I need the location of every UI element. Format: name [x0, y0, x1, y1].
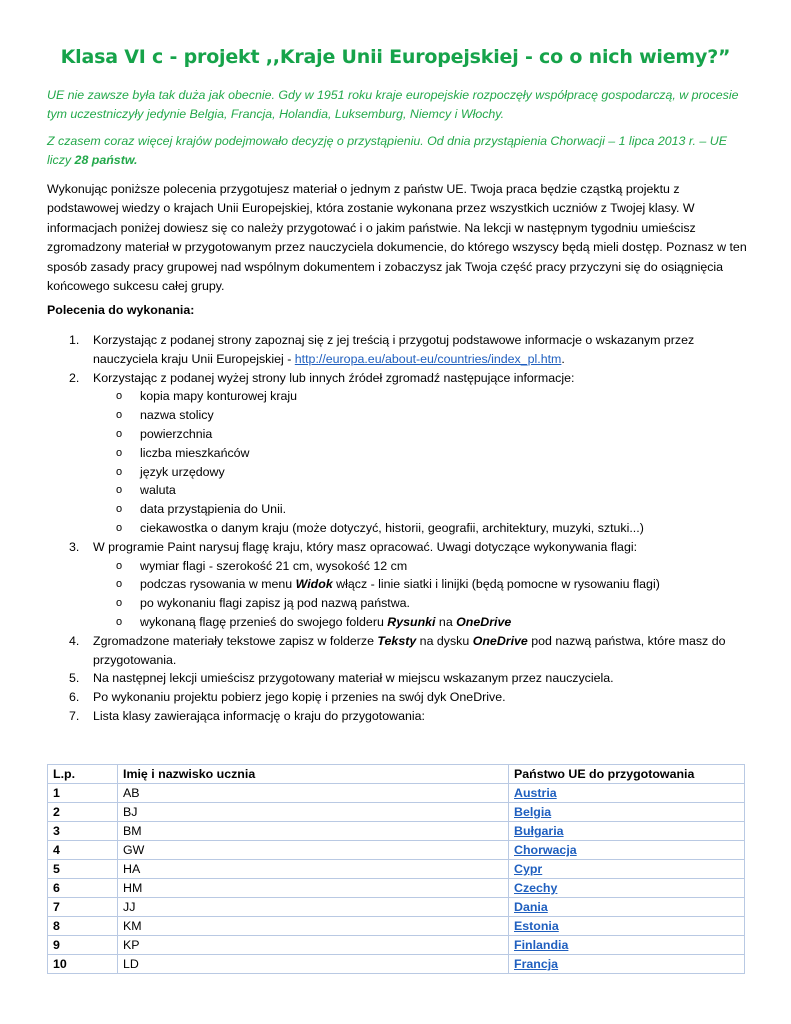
row-number: 2: [48, 803, 118, 822]
item-text: Po wykonaniu projektu pobierz jego kopię i przenies na swój dyk OneDrive.: [93, 690, 506, 705]
country-cell: [509, 822, 745, 841]
table-header-row: [48, 765, 745, 784]
row-number: 6: [48, 879, 118, 898]
student-initials: LD: [118, 955, 509, 974]
sub-item-text-post: włącz - linie siatki i linijki (będą pomocne w rysowaniu flagi): [332, 577, 660, 592]
country-cell: [509, 936, 745, 955]
country-cell: [509, 955, 745, 974]
sub-item: [47, 575, 747, 594]
student-initials: AB: [118, 784, 509, 803]
drive-name: OneDrive: [456, 614, 512, 629]
list-item-2: [47, 369, 747, 388]
country-cell: [509, 784, 745, 803]
sub-item-text: powierzchnia: [140, 426, 213, 441]
sub-item: [47, 557, 747, 576]
header-student: Imię i nazwisko ucznia: [118, 765, 509, 784]
list-item-1: [47, 331, 747, 369]
item-text-post: pod nazwą państwa, które masz do przygotowania.: [93, 633, 726, 667]
country-link[interactable]: Belgia: [514, 805, 552, 819]
sub-item-text: wykonaną flagę przenieś do swojego folderu: [140, 614, 388, 629]
bullet-icon: o: [116, 484, 123, 497]
table-row: [48, 917, 745, 936]
sub-item: [47, 594, 747, 613]
list-item-3: [47, 538, 747, 557]
table-row: [48, 841, 745, 860]
table-row: [48, 822, 745, 841]
intro-paragraph-1: UE nie zawsze była tak duża jak obecnie. Gdy w 1951 roku kraje europejskie rozpoczęły współpracę gospodarczą, w procesie tym uczestniczyły jedynie Belgia, Francja, Holandia, Luksemburg, Niemcy i Włochy.: [47, 88, 739, 121]
item-number: 4.: [69, 633, 80, 648]
country-cell: [509, 841, 745, 860]
sub-item-text: data przystąpienia do Unii.: [140, 502, 287, 517]
row-number: 9: [48, 936, 118, 955]
header-country: Państwo UE do przygotowania: [509, 765, 745, 784]
sub-item: [47, 425, 747, 444]
sub-item-text: kopia mapy konturowej kraju: [140, 389, 298, 404]
country-link[interactable]: Czechy: [514, 881, 558, 895]
sub-item: [47, 387, 747, 406]
item-tail: .: [561, 351, 565, 366]
table-row: [48, 803, 745, 822]
country-link[interactable]: Dania: [514, 900, 548, 914]
table-row: [48, 955, 745, 974]
country-link[interactable]: Estonia: [514, 919, 559, 933]
item-text: W programie Paint narysuj flagę kraju, który masz opracować. Uwagi dotyczące wykonywania flagi:: [93, 539, 638, 554]
country-cell: [509, 917, 745, 936]
table-body: [48, 784, 745, 974]
row-number: 8: [48, 917, 118, 936]
bullet-icon: o: [116, 578, 123, 591]
item-text: Na następnej lekcji umieścisz przygotowany materiał w miejscu wskazanym przez nauczyciela.: [93, 671, 614, 686]
bullet-icon: o: [116, 465, 123, 478]
sub-item: [47, 500, 747, 519]
sub-item: [47, 463, 747, 482]
list-item-5: [47, 669, 747, 688]
intro-paragraph-2-text: Z czasem coraz więcej krajów podejmowało decyzję o przystąpieniu. Od dnia przystąpienia Chorwacji – 1 lipca 2013 r. – UE liczy: [47, 134, 727, 167]
list-item-6: [47, 688, 747, 707]
item-number: 3.: [69, 539, 80, 554]
student-initials: GW: [118, 841, 509, 860]
item-text: Korzystając z podanej strony zapoznaj się z jej treścią i przygotuj podstawowe informacje o wskazanym przez nauczyciela kraju Unii Europejskiej -: [93, 333, 695, 366]
country-cell: [509, 898, 745, 917]
table-row: [48, 936, 745, 955]
item-text-mid: na dysku: [416, 633, 473, 648]
table-row: [48, 879, 745, 898]
row-number: 5: [48, 860, 118, 879]
row-number: 4: [48, 841, 118, 860]
europa-link[interactable]: http://europa.eu/about-eu/countries/index_pl.htm: [294, 351, 562, 366]
item-number: 5.: [69, 671, 80, 686]
sub-item-text: waluta: [140, 483, 176, 498]
item-number: 6.: [69, 690, 80, 705]
drive-name: OneDrive: [472, 633, 528, 648]
bullet-icon: o: [116, 597, 123, 610]
instructions-list: [47, 331, 747, 726]
item-number: 2.: [69, 370, 80, 385]
bullet-icon: o: [116, 521, 123, 534]
item-text: Zgromadzone materiały tekstowe zapisz w folderze: [93, 633, 378, 648]
student-initials: HM: [118, 879, 509, 898]
intro-paragraph-2: [47, 132, 747, 170]
item-number: 7.: [69, 708, 80, 723]
page-title: Klasa VI c - projekt ,,Kraje Unii Europejskiej - co o nich wiemy?”: [60, 46, 731, 68]
sub-item-text: wymiar flagi - szerokość 21 cm, wysokość 12 cm: [140, 558, 408, 573]
bullet-icon: o: [116, 409, 123, 422]
country-link[interactable]: Cypr: [514, 862, 543, 876]
class-list-table: [47, 764, 745, 974]
student-initials: BJ: [118, 803, 509, 822]
bullet-icon: o: [116, 503, 123, 516]
sub-item-text: po wykonaniu flagi zapisz ją pod nazwą państwa.: [140, 596, 411, 611]
folder-name: Teksty: [377, 633, 417, 648]
menu-name: Widok: [295, 577, 333, 592]
list-item-7: [47, 707, 747, 726]
row-number: 1: [48, 784, 118, 803]
country-link[interactable]: Francja: [514, 957, 559, 971]
folder-name: Rysunki: [387, 614, 436, 629]
country-cell: [509, 803, 745, 822]
country-cell: [509, 879, 745, 898]
country-link[interactable]: Chorwacja: [514, 843, 577, 857]
sub-item-text: język urzędowy: [140, 464, 225, 479]
sub-item-text: podczas rysowania w menu: [140, 577, 296, 592]
header-lp: L.p.: [48, 765, 118, 784]
sub-item: [47, 519, 747, 538]
table-row: [48, 898, 745, 917]
sub-item: [47, 444, 747, 463]
sub-item-text-mid: na: [435, 614, 457, 629]
student-initials: KM: [118, 917, 509, 936]
sub-item: [47, 613, 747, 632]
list-item-4: [47, 632, 747, 670]
sub-item: [47, 481, 747, 500]
row-number: 10: [48, 955, 118, 974]
country-link[interactable]: Bułgaria: [514, 824, 564, 838]
row-number: 3: [48, 822, 118, 841]
sub-item: [47, 406, 747, 425]
country-cell: [509, 860, 745, 879]
member-count: 28 państw.: [74, 153, 138, 167]
student-initials: HA: [118, 860, 509, 879]
instructions-heading: Polecenia do wykonania:: [47, 303, 195, 317]
table-row: [48, 860, 745, 879]
sub-list-2: [47, 387, 747, 537]
table-row: [48, 784, 745, 803]
item-number: 1.: [69, 333, 80, 347]
item-text: Lista klasy zawierająca informację o kraju do przygotowania:: [93, 708, 425, 723]
student-initials: BM: [118, 822, 509, 841]
bullet-icon: o: [116, 615, 123, 628]
student-initials: KP: [118, 936, 509, 955]
sub-item-text: nazwa stolicy: [140, 408, 214, 423]
sub-item-text: liczba mieszkańców: [140, 445, 250, 460]
bullet-icon: o: [116, 390, 123, 403]
student-initials: JJ: [118, 898, 509, 917]
country-link[interactable]: Austria: [514, 786, 557, 800]
bullet-icon: o: [116, 559, 123, 572]
country-link[interactable]: Finlandia: [514, 938, 569, 952]
bullet-icon: o: [116, 427, 123, 440]
bullet-icon: o: [116, 446, 123, 459]
item-text: Korzystając z podanej wyżej strony lub innych źródeł zgromadź następujące informacje:: [93, 370, 575, 385]
body-paragraph: Wykonując poniższe polecenia przygotujesz materiał o jednym z państw UE. Twoja praca będzie cząstką projektu z podstawowej wiedzy o krajach Unii Europejskiej, która zostanie wykonana przez wszystkich uczniów z Twojej klasy. W informacjach poniżej dowiesz się co należy przygotować i o jakim państwie. Na lekcji w następnym tygodniu umieścisz zgromadzony materiał w przygotowanym przez nauczyciela dokumencie, do którego wszyscy będą mieli dostęp. Poznasz w ten sposób zasady pracy grupowej nad wspólnym dokumentem i zobaczysz jak Twoja część pracy przyczyni się do osiągnięcia końcowego sukcesu całej grupy.: [47, 182, 747, 294]
sub-item-text: ciekawostka o danym kraju (może dotyczyć, historii, geografii, architektury, muzyki, sztuki...): [140, 520, 644, 535]
row-number: 7: [48, 898, 118, 917]
